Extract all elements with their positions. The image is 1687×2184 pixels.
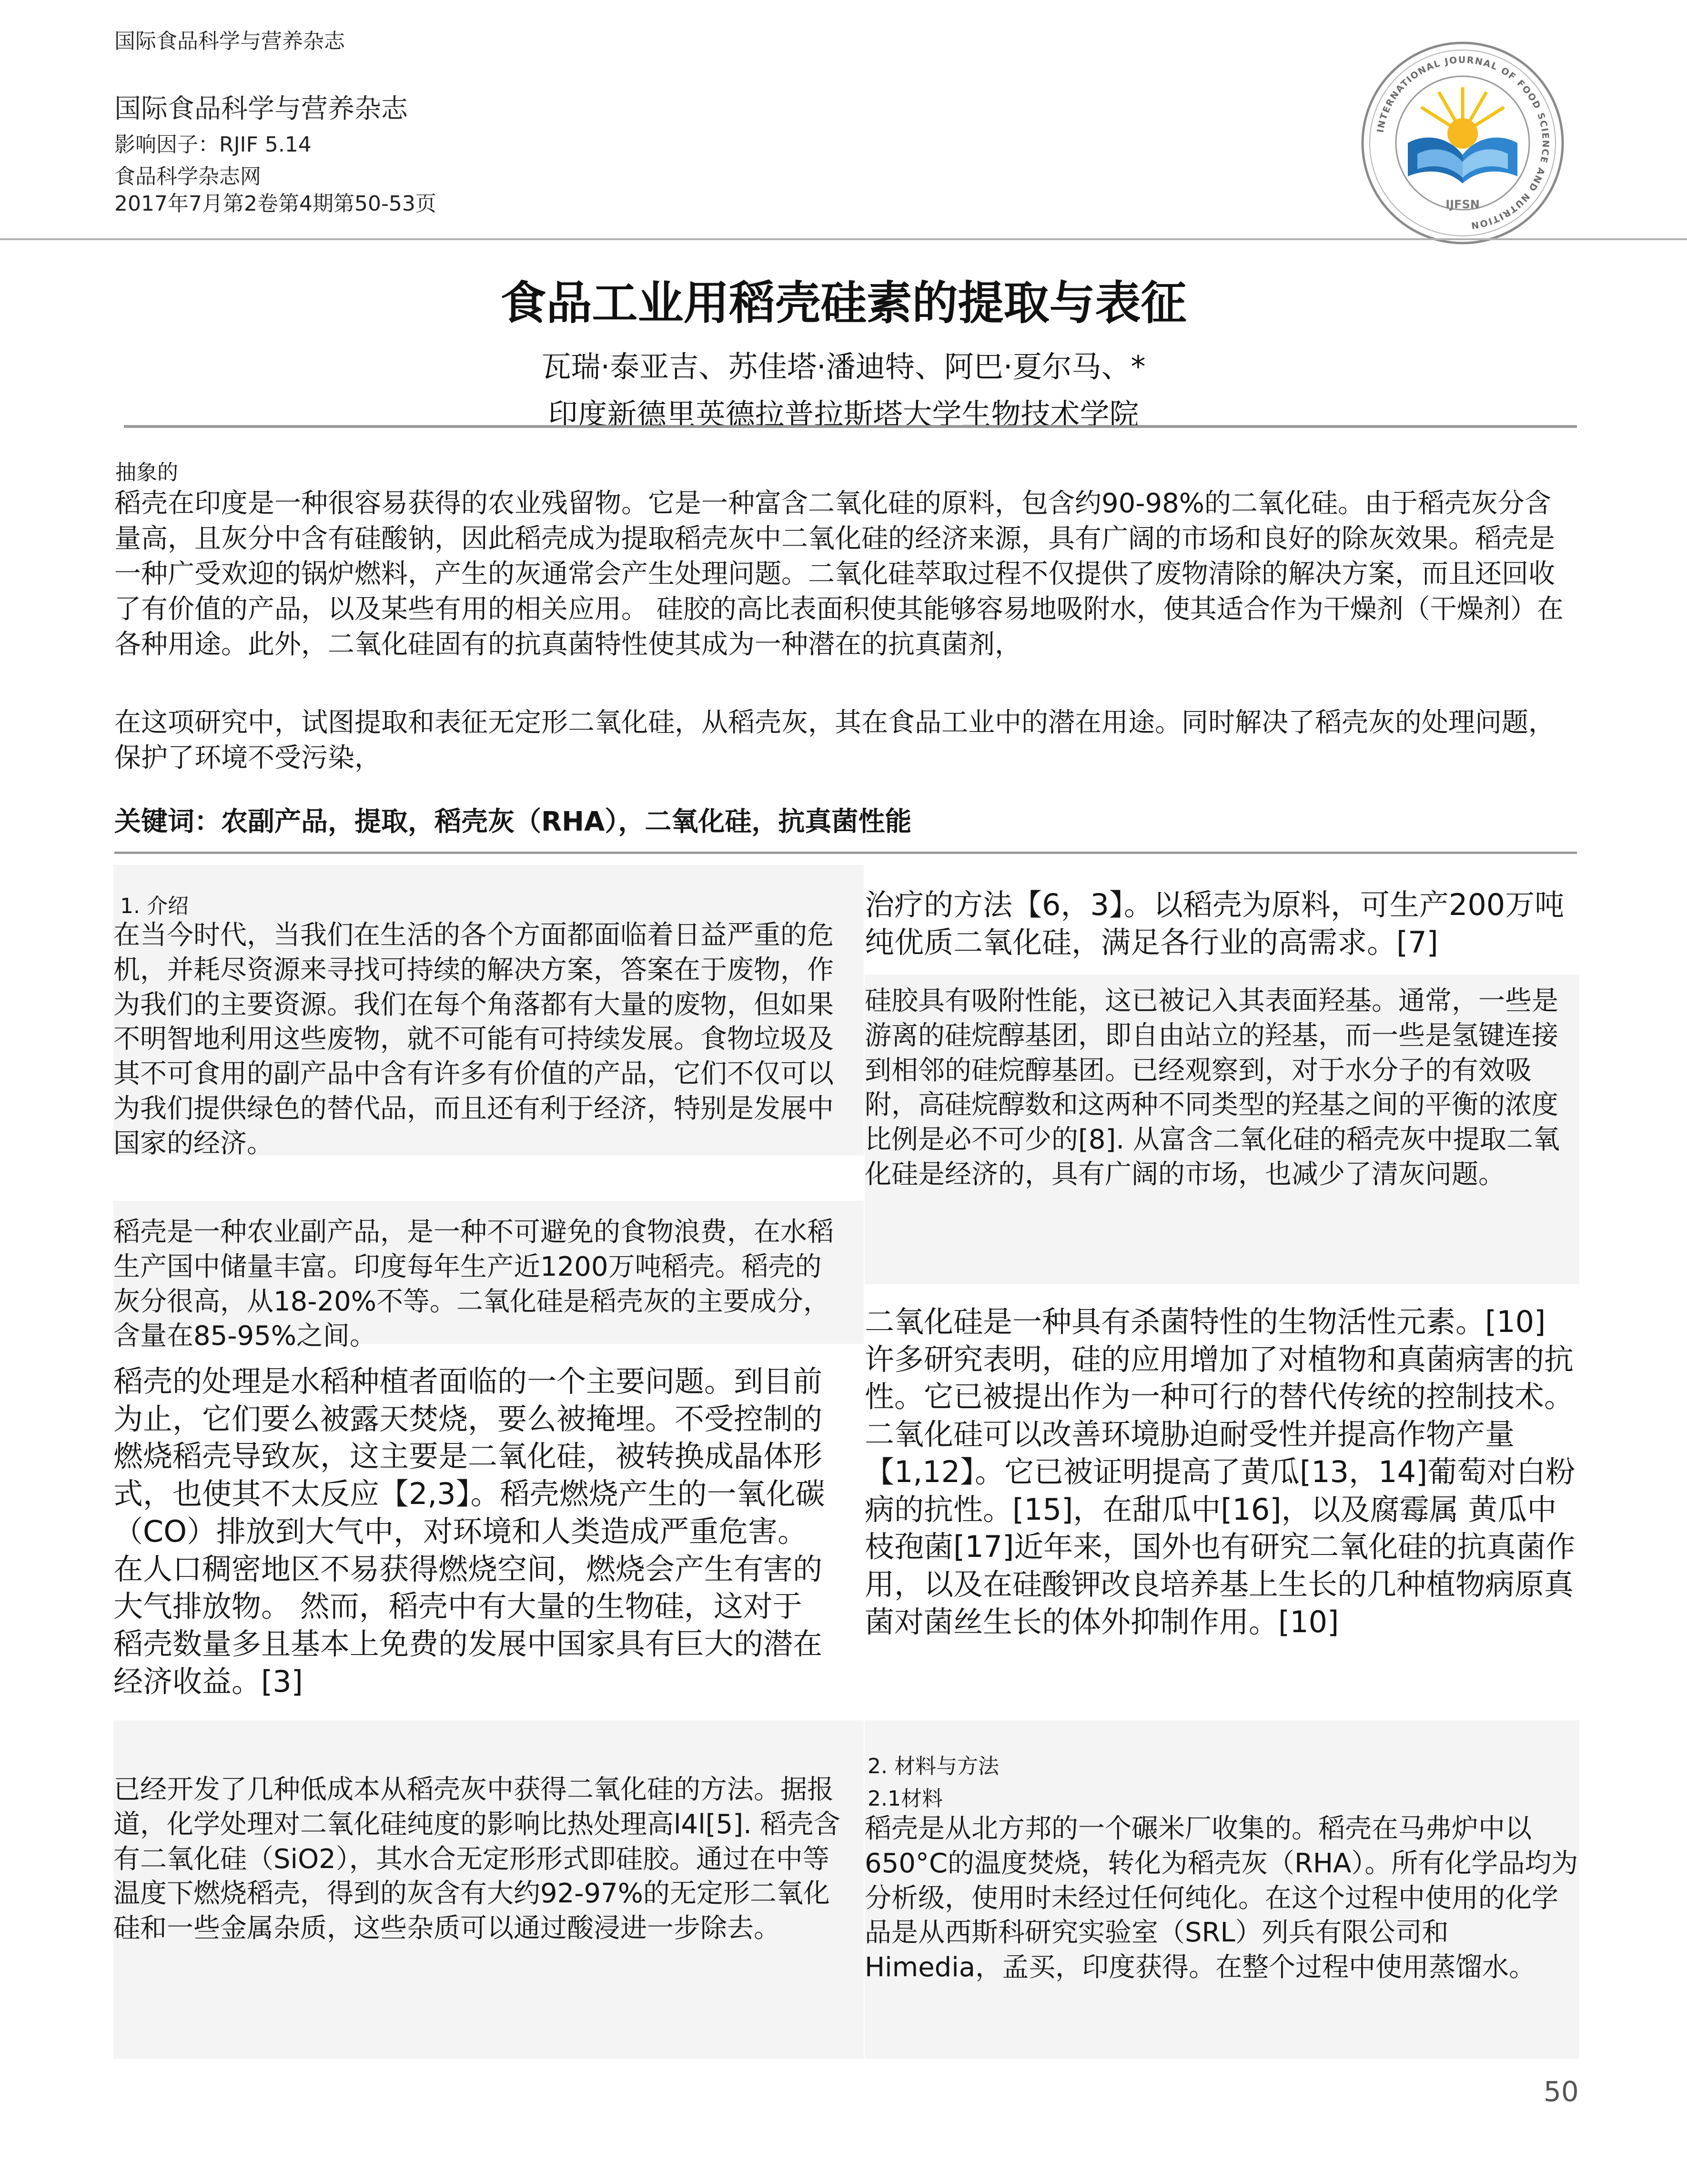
journal-name: 国际食品科学与营养杂志: [114, 93, 408, 124]
issue-info: 2017年7月第2卷第4期第50-53页: [114, 192, 436, 216]
paper-title: 食品工业用稻壳硅素的提取与表征: [500, 276, 1187, 330]
keywords: 关键词：农副产品，提取，稻壳灰（RHA），二氧化硅，抗真菌性能: [114, 806, 912, 837]
right-block-4: [865, 1720, 1579, 2059]
intro-paragraph-1: 在当今时代，当我们在生活的各个方面都面临着日益严重的危机，并耗尽资源来寻找可持续的解决方案，答案在于废物，作为我们的主要资源。我们在每个角落都有大量的废物，但如果不明智地利用这些废物，就不可能有可持续发展。食物垃圾及其不可食用的副产品中含有许多有价值的产品，它们不仅可以为我们提供绿色的替代品，而且还有利于经济，特别是发展中国家的经济。: [113, 920, 834, 1159]
right-paragraph-2: 硅胶具有吸附性能，这已被记入其表面羟基。通常，一些是游离的硅烷醇基团，即自由站立的羟基，而一些是氢键连接到相邻的硅烷醇基团。已经观察到，对于水分子的有效吸附，高硅烷醇数和这两种不同类型的羟基之间的平衡的浓度比例是必不可少的[8]. 从富含二氧化硅的稻壳灰中提取二氧化硅是经济的，具有广阔的市场，也减少了清灰问题。: [865, 985, 1560, 1190]
intro-paragraph-2: 稻壳是一种农业副产品，是一种不可避免的食物浪费，在水稻生产国中储量丰富。印度每年生产近1200万吨稻壳。稻壳的灰分很高，从18-20%不等。二氧化硅是稻壳灰的主要成分，含量在85-95%之间。: [113, 1217, 834, 1352]
page-number: 50: [1544, 2075, 1579, 2108]
title-divider: [124, 425, 1577, 428]
right-block-3: [865, 1303, 1579, 1656]
authors: 瓦瑞·泰亚吉、苏佳塔·潘迪特、阿巴·夏尔马、*: [541, 349, 1146, 384]
abstract-label: 抽象的: [115, 460, 178, 485]
section-heading-introduction: 1. 介绍: [120, 894, 189, 918]
abstract-paragraph-1: 稻壳在印度是一种很容易获得的农业残留物。它是一种富含二氧化硅的原料，包含约90-98%的二氧化硅。由于稻壳灰分含量高，且灰分中含有硅酸钠，因此稻壳成为提取稻壳灰中二氧化硅的经济来源，具有广阔的市场和良好的除灰效果。稻壳是一种广受欢迎的锅炉燃料，产生的灰通常会产生处理问题。二氧化硅萃取过程不仅提供了废物清除的解决方案，而且还回收了有价值的产品，以及某些有用的相关应用。 硅胶的高比表面积使其能够容易地吸附水，使其适合作为干燥剂（干燥剂）在各种用途。此外，二氧化硅固有的抗真菌特性使其成为一种潜在的抗真菌剂，: [114, 488, 1564, 660]
impact-factor: 影响因子：RJIF 5.14: [114, 132, 312, 157]
running-head: 国际食品科学与营养杂志: [114, 29, 345, 53]
svg-text:INTERNATIONAL JOURNAL OF FOOD: INTERNATIONAL JOURNAL OF FOOD SCIENCE AND NUTRITION: [1375, 54, 1551, 231]
intro-paragraph-3: 稻壳的处理是水稻种植者面临的一个主要问题。到目前为止，它们要么被露天焚烧，要么被掩埋。不受控制的燃烧稻壳导致灰，这主要是二氧化硅，被转换成晶体形式，也使其不太反应【2,3】。稻壳燃烧产生的一氧化碳（CO）排放到大气中，对环境和人类造成严重危害。在人口稠密地区不易获得燃烧空间，燃烧会产生有害的大气排放物。 然而，稻壳中有大量的生物硅，这对于稻壳数量多且基本上免费的发展中国家具有巨大的潜在经济收益。[3]: [113, 1364, 825, 1699]
left-block-4: [113, 1720, 864, 2059]
journal-website: 食品科学杂志网: [114, 164, 261, 189]
logo-abbrev: IJFSN: [1445, 198, 1480, 211]
intro-paragraph-4: 已经开发了几种低成本从稻壳灰中获得二氧化硅的方法。据报道，化学处理对二氧化硅纯度的影响比热处理高l4l[5]. 稻壳含有二氧化硅（SiO2），其水合无定形形式即硅胶。通过在中等温度下燃烧稻壳，得到的灰含有大约92-97%的无定形二氧化硅和一些金属杂质，这些杂质可以通过酸浸进一步除去。: [113, 1774, 840, 1944]
left-block-2: [113, 1201, 864, 1352]
right-paragraph-3: 二氧化硅是一种具有杀菌特性的生物活性元素。[10] 许多研究表明，硅的应用增加了对植物和真菌病害的抗性。它已被提出作为一种可行的替代传统的控制技术。二氧化硅可以改善环境胁迫耐受性并提高作物产量【1,12】。它已被证明提高了黄瓜[13，14]葡萄对白粉病的抗性。[15]，在甜瓜中[16]，以及腐霉属 黄瓜中枝孢菌[17]近年来，国外也有研究二氧化硅的抗真菌作用，以及在硅酸钾改良培养基上生长的几种植物病原真菌对菌丝生长的体外抑制作用。[10]: [865, 1304, 1576, 1639]
materials-paragraph: 稻壳是从北方邦的一个碾米厂收集的。稻壳在马弗炉中以650°C的温度焚烧，转化为稻壳灰（RHA）。所有化学品均为分析级，使用时未经过任何纯化。在这个过程中使用的化学品是从西斯科研究实验室（SRL）列兵有限公司和Himedia，孟买，印度获得。在整个过程中使用蒸馏水。: [865, 1813, 1578, 1983]
right-block-2: [865, 975, 1579, 1284]
affiliation: 印度新德里英德拉普拉斯塔大学生物技术学院: [548, 397, 1139, 432]
section-heading-materials-methods: 2. 材料与方法: [868, 1754, 999, 1778]
right-paragraph-1: 治疗的方法【6，3】。以稻壳为原料，可生产200万吨纯优质二氧化硅，满足各行业的高需求。[7]: [865, 887, 1565, 960]
abstract-paragraph-2: 在这项研究中，试图提取和表征无定形二氧化硅，从稻壳灰，其在食品工业中的潜在用途。同时解决了稻壳灰的处理问题，保护了环境不受污染，: [114, 707, 1555, 773]
header-divider: [0, 238, 1687, 240]
open-book-sunrise-icon: [1360, 41, 1565, 245]
subsection-heading-materials: 2.1材料: [868, 1787, 943, 1811]
left-block-1: [113, 865, 864, 1159]
abstract-divider: [114, 852, 1577, 854]
journal-logo: [1360, 41, 1565, 245]
